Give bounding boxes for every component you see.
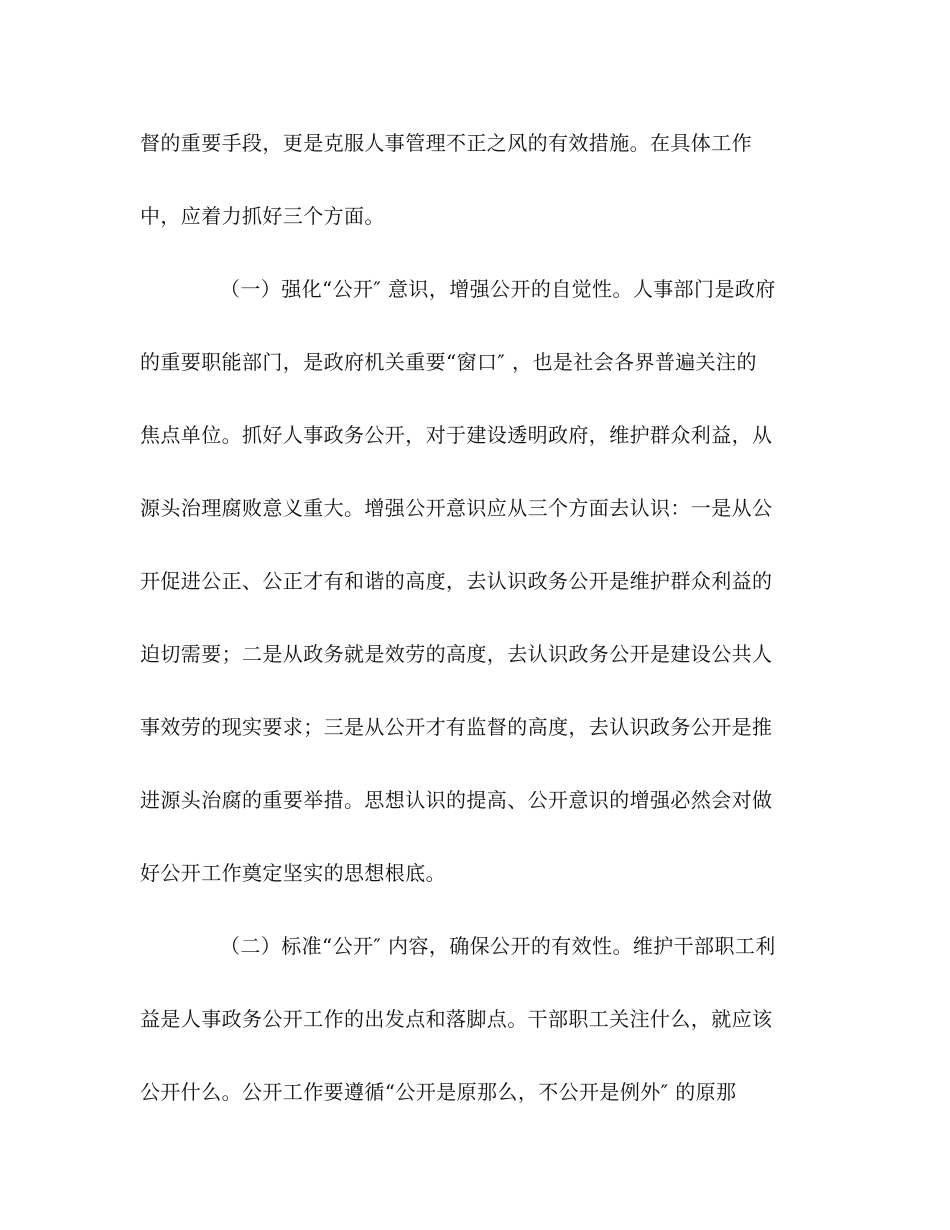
body-text-line: 好公开工作奠定坚实的思想根底。 xyxy=(140,861,446,885)
body-text-line: 中，应着力抓好三个方面。 xyxy=(140,204,385,228)
body-text-line: 源头治理腐败意义重大。增强公开意识应从三个方面去认识：一是从公 xyxy=(140,496,773,520)
body-text-line: 事效劳的现实要求；三是从公开才有监督的高度，去认识政务公开是推 xyxy=(140,715,773,739)
body-text-line: 迫切需要；二是从政务就是效劳的高度，去认识政务公开是建设公共人 xyxy=(140,642,773,666)
body-text-line: 督的重要手段，更是克服人事管理不正之风的有效措施。在具体工作 xyxy=(140,131,752,155)
body-text-line: 公开什么。公开工作要遵循“公开是原那么，不公开是例外″ 的原那 xyxy=(140,1080,737,1104)
body-text-line: 进源头治腐的重要举措。思想认识的提高、公开意识的增强必然会对做 xyxy=(140,788,773,812)
section-heading-line: （一）强化“公开″ 意识，增强公开的自觉性。人事部门是政府 xyxy=(220,277,776,301)
body-text-line: 的重要职能部门，是政府机关重要“窗口″ ，也是社会各界普遍关注的 xyxy=(140,350,757,374)
body-text-line: 开促进公正、公正才有和谐的高度，去认识政务公开是维护群众利益的 xyxy=(140,569,773,593)
body-text-line: 焦点单位。抓好人事政务公开，对于建设透明政府，维护群众利益，从 xyxy=(140,423,773,447)
section-heading-line: （二）标准“公开″ 内容，确保公开的有效性。维护干部职工利 xyxy=(220,934,776,958)
body-text-line: 益是人事政务公开工作的出发点和落脚点。干部职工关注什么，就应该 xyxy=(140,1007,773,1031)
